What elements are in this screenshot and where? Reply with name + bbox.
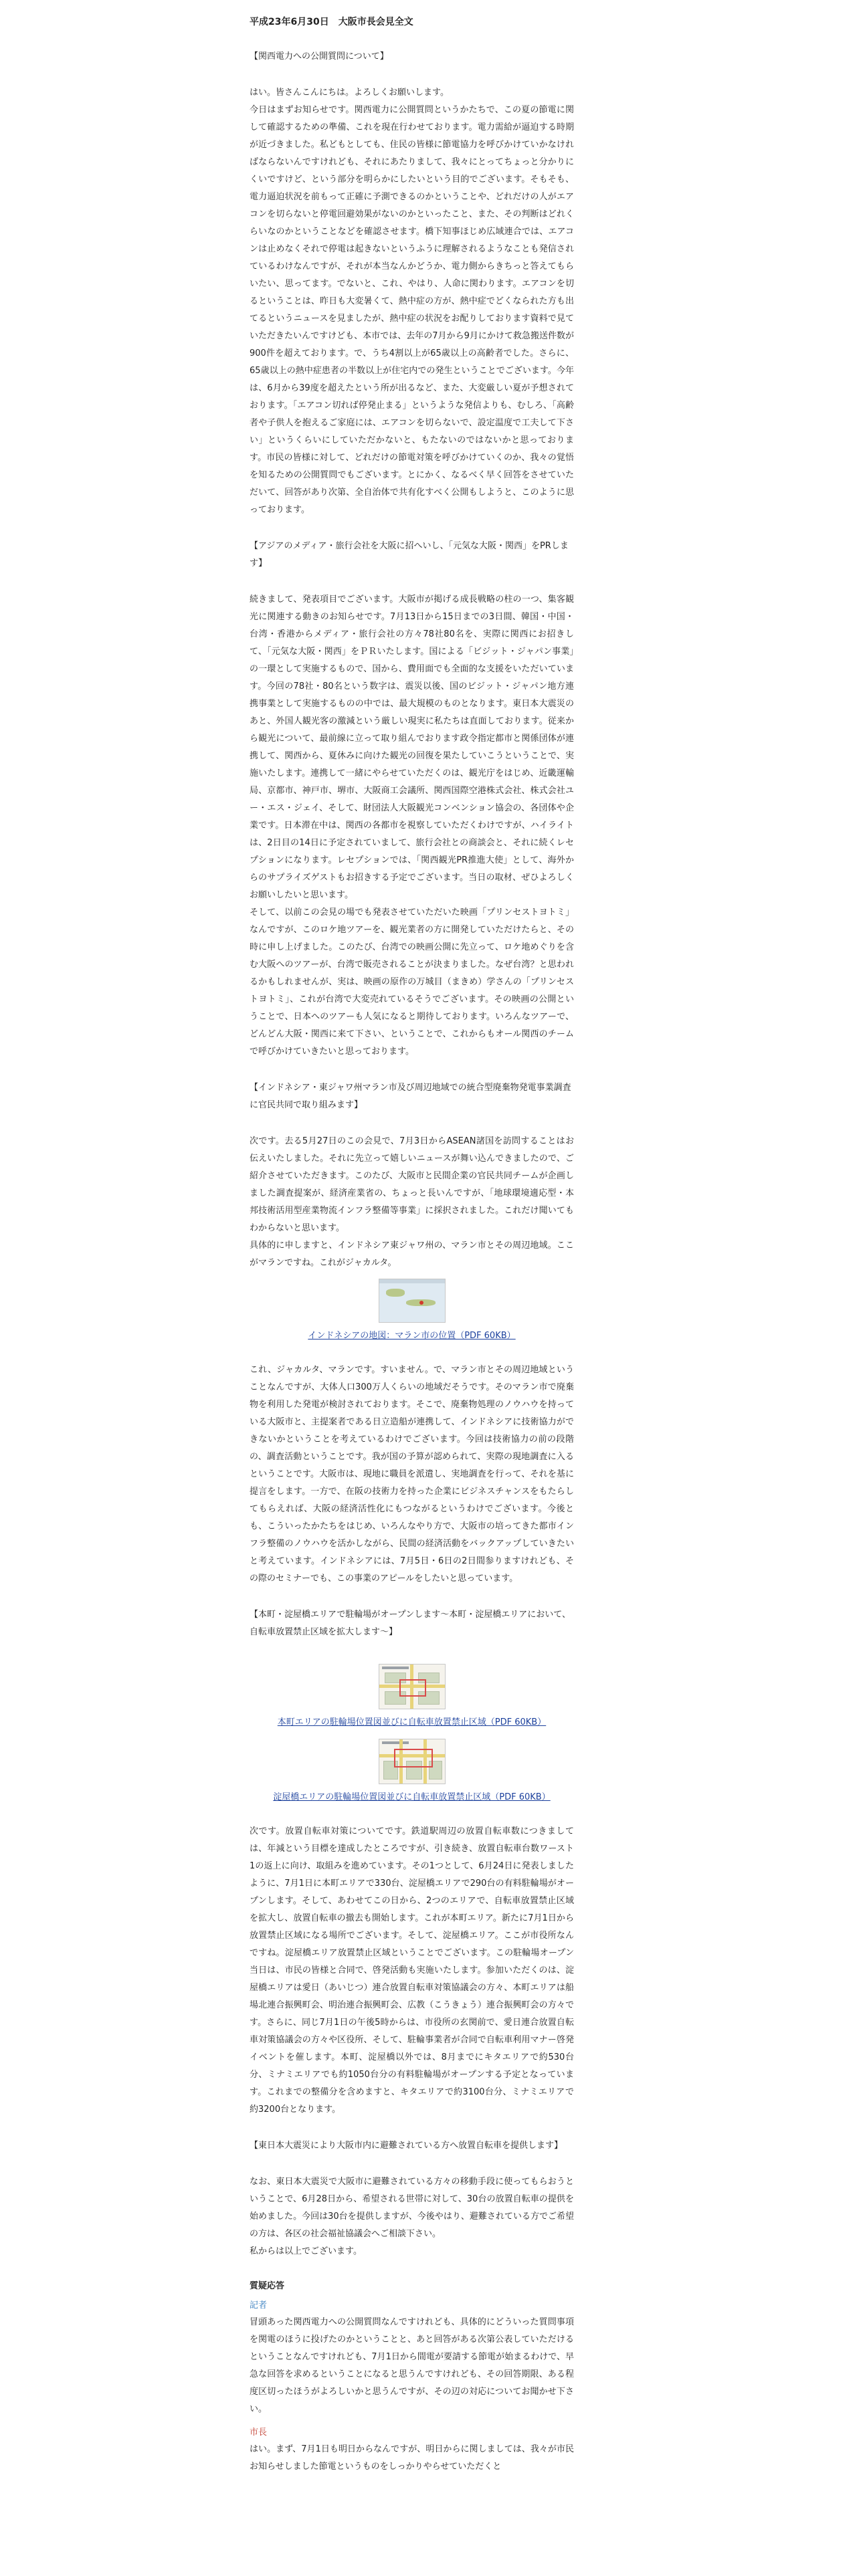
section-paragraph: なお、東日本大震災で大阪市に避難されている方々の移動手段に使ってもらおうということで、6月28日から、希望される世帯に対して、30台の放置自転車の提供を始めました。今回は30台を提供しますが、今後やはり、避難されている方でご希望の方は、各区の社会福祉協議会へご相談下さい。 私からは以上でございます。 [250, 2177, 574, 2256]
section-tourism [250, 538, 574, 1061]
yodoyabashi-figure [250, 1739, 574, 1804]
qa-section [250, 2279, 574, 2476]
indonesia-map-thumbnail[interactable] [379, 1279, 446, 1323]
speaker-mayor: 市長 [250, 2428, 268, 2438]
section-paragraph: はい。皆さんこんにちは。よろしくお願いします。 今日はまずお知らせです。関西電力に公開質問というかたちで、この夏の節電に関して確認するための準備、これを現在行わせております。電力需給が逼迫する時期が近づきました。私どもとしても、住民の皆様に節電協力を呼びかけていかなければならないんですけれども、それにあたりまして、我々にとってちょっと分かりにくいですけど、という部分を明らかにしたいという目的でございます。そもそも、電力逼迫状況を前もって正確に予測できるのかということや、どれだけの人がエアコンを切らないと停電回避効果がないのかといったこと、また、その判断はどれくらいなのかということなどを確認させます。橋下知事ほじめ広域連合では、エアコンは止めなくそれで停電は起きないというふうに理解されるようなことも発信されているわけなんですが、それが本当なんかどうか、電力側からきちっと答えてもらいたい、思ってます。でないと、これ、やはり、人命に関わります。エアコンを切るということは、昨日も大変暑くて、熱中症の方が、熱中症でどくなられた方も出てるというニュースを見ましたが、熱中症の状況をお配りしております資料で見ていただきたいんですけども、本市では、去年の7月から9月にかけて救急搬送件数が900件を超えております。で、うち4割以上が65歳以上の高齢者でした。さらに、65歳以上の熱中症患者の半数以上が住宅内での発生ということでございます。今年は、6月から39度を超えたという所が出るなど、また、大変厳しい夏が予想されております。「エアコン切れば停発止まる」というような発信よりも、むしろ、「高齢者や子供人を抱えるご家庭には、エアコンを切らないで、設定温度で工夫して下さい」というくらいにしていただかないと、もたないのではないかと思っております。市民の皆様に対して、どれだけの節電対策を呼びかけていくのか、我々の覚悟を知るための公開質問でもございます。とにかく、なるべく早く回答をさせていただいて、回答があり次第、全自治体で共有化すべく公開もしようと、このように思っております。 [250, 88, 574, 515]
qa-text: はい。まず、7月1日も明日からなんですが、明日からに関しましては、我々が市民お知らせしました節電というものをしっかりやらせていただくと [250, 2444, 574, 2472]
section-kepco [250, 48, 574, 519]
speaker-reporter: 記者 [250, 2300, 268, 2311]
section-paragraph: 次です。放置自転車対策についてです。鉄道駅周辺の放置自転車数につきましては、年減という目標を達成したところですが、引き続き、放置自転車台数ワースト1の返上に向け、取組みを進めています。その1つとして、6月24日に発表しましたように、7月1日に本町エリアで330台、淀屋橋エリアで290台の有料駐輪場がオープンします。そして、あわせてこの日から、2つのエリアで、自転車放置禁止区域を拡大し、放置自転車の撤去も開始します。これが本町エリア。新たに7月1日から放置禁止区域になる場所でございます。そして、淀屋橋エリア。ここが市役所なんですね。淀屋橋エリア放置禁止区域ということでございます。この駐輪場オープン当日は、市民の皆様と合同で、啓発活動も実施いたします。参加いただくのは、淀屋橋エリアは愛日（あいじつ）連合放置自転車対策協議会の方々、本町エリアは船場北連合振興町会、明治連合振興町会、広教（こうきょう）連合振興町会の方々です。さらに、同じ7月1日の午後5時からは、市役所の玄関前で、愛日連合放置自転車対策協議会の方々や区役所、そして、駐輪事業者が合同で自転車利用マナー啓発イベントを催します。本町、淀屋橋以外では、8月までにキタエリアで約530台分、ミナミエリアでも約1050台分の有料駐輪場がオープンする予定となっています。これまでの整備分を含めますと、キタエリアで約3100台分、ミナミエリアで約3200台となります。 [250, 1826, 574, 2115]
section-paragraph: これ、ジャカルタ、マランです。すいません。で、マラン市とその周辺地域ということなんですが、大体人口300万人くらいの地域だそうです。そのマラン市で廃棄物を利用した発電が検討されております。そこで、廃棄物処理のノウハウを持っている大阪市と、主提案者である日立造船が連携して、インドネシアに技術協力ができないかということを考えているわけでございます。今回は技術協力の前の段階の、調査活動ということです。我が国の予算が認められて、実際の現地調査に入るということです。大阪市は、現地に職員を派遣し、実地調査を行って、それを基に提言をします。一方で、在阪の技術力を持った企業にビジネスチャンスをもたらしてもらえれば、大阪の経済活性化にもつながるというわけでございます。今後とも、こういったかたちをはじめ、いろんなやり方で、大阪市の培ってきた都市インフラ整備のノウハウを活かしながら、民間の経済活動をバックアップしていきたいと考えています。インドネシアには、7月5日・6日の2日間参りますけれども、その際のセミナーでも、この事業のアピールをしたいと思っています。 [250, 1365, 574, 1584]
section-bicycle-parking [250, 1606, 574, 2119]
press-conference-page [250, 15, 574, 2482]
honmachi-figure [250, 1664, 574, 1729]
section-paragraph: 次です。去る5月27日のこの会見で、7月3日からASEAN諸国を訪問することはお伝えいたしました。それに先立って嬉しいニュースが舞い込んできましたので、ご紹介させていただきます。このたび、大阪市と民間企業の官民共同チームが企画しました調査提案が、経済産業省の、ちょっと長いんですが、「地球環境適応型・本邦技術活用型産業物流インフラ整備等事業」に採択されました。これだけ聞いてもわからないと思います。 具体的に申しますと、インドネシア東ジャワ州の、マラン市とその周辺地域。ここがマランですね。これがジャカルタ。 [250, 1136, 574, 1268]
section-heading: 【アジアのメディア・旅行会社を大阪に招へいし、「元気な大阪・関西」をPRします】 [250, 541, 569, 568]
page-title: 平成23年6月30日 大阪市長会見全文 [250, 17, 413, 27]
qa-title: 質疑応答 [250, 2281, 285, 2291]
qa-text: 冒頭あった関西電力への公開質問なんですけれども、具体的にどういった質問事項を関電のほうに投げたのかということと、あと回答がある次第公表していただけるということなんですけれども、7月1日から間電が要請する節電が始まるわけで、早急な回答を求めるということになると思うんですけれども、その回答期限、ある程度区切ったほうがよろしいかと思うんですが、その辺の対応についてお聞かせ下さい。 [250, 2317, 574, 2414]
qa-item [250, 2298, 574, 2418]
yodoyabashi-pdf-link[interactable]: 淀屋橋エリアの駐輪場位置図並びに自転車放置禁止区域（PDF 60KB） [273, 1792, 551, 1802]
honmachi-map-thumbnail[interactable] [379, 1664, 446, 1709]
section-evacuee-bicycles [250, 2137, 574, 2260]
qa-item [250, 2425, 574, 2476]
section-indonesia [250, 1079, 574, 1588]
section-heading: 【関西電力への公開質問について】 [250, 51, 389, 62]
indonesia-map-pdf-link[interactable]: インドネシアの地図：マラン市の位置（PDF 60KB） [308, 1331, 516, 1341]
indonesia-map-figure [250, 1279, 574, 1343]
section-heading: 【インドネシア・東ジャワ州マラン市及び周辺地域での統合型廃棄物発電事業調査に官民共同で取り組みます】 [250, 1083, 571, 1110]
section-paragraph: 続きまして、発表項目でございます。大阪市が掲げる成長戦略の柱の一つ、集客観光に関連する動きのお知らせです。7月13日から15日までの3日間、韓国・中国・台湾・香港からメディア・旅行会社の方々78社80名を、実際に関西にお招きして、「元気な大阪・関西」をＰＲいたします。国による「ビジット・ジャパン事業」の一環として実施するもので、国から、費用面でも全面的な支援をいただいています。今回の78社・80名という数字は、震災以後、国のビジット・ジャパン地方連携事業として実施するものの中では、最大規模のものとなります。東日本大震災のあと、外国人観光客の激減という厳しい現実に私たちは直面しております。従来から観光について、最前線に立って取り組んでおります政令指定都市と関係団体が連携して、関西から、夏休みに向けた観光の回復を果たしていこうということで、実施いたします。連携して一緒にやらせていただくのは、観光庁をはじめ、近畿運輸局、京都市、神戸市、堺市、大阪商工会議所、関西国際空港株式会社、株式会社ユー・エス・ジェイ、そして、財団法人大阪観光コンベンション協会の、各団体や企業です。日本滞在中は、関西の各都市を視察していただくわけですが、ハイライトは、2日目の14日に予定されていまして、旅行会社との商談会と、それに続くレセプションになります。レセプションでは、「関西観光PR推進大使」として、海外からのサプライズゲストもお招きする予定でございます。当日の取材、ぜひよろしくお願いしたいと思います。 そして、以前この会見の場でも発表させていただいた映画「プリンセストヨトミ」なんですが、このロケ地ツアーを、観光業者の方に開発していただけたらと、その時に申し上げました。このたび、台湾での映画公開に先立って、ロケ地めぐりを含む大阪へのツアーが、台湾で販売されることが決まりました。なぜ台湾？と思われるかもしれませんが、実は、映画の原作の万城目（まきめ）学さんの「プリンセストヨトミ」、これが台湾で大変売れているそうでございます。その映画の公開ということで、日本へのツアーも人気になると期待しております。いろんなツアーで、どんどん大阪・関西に来て下さい、ということで、これからもオール関西のチームで呼びかけていきたいと思っております。 [250, 595, 574, 1057]
section-heading: 【本町・淀屋橋エリアで駐輪場がオープンします～本町・淀屋橋エリアにおいて、自転車放置禁止区域を拡大します～】 [250, 1610, 571, 1637]
honmachi-pdf-link[interactable]: 本町エリアの駐輪場位置図並びに自転車放置禁止区域（PDF 60KB） [277, 1717, 547, 1727]
yodoyabashi-map-thumbnail[interactable] [379, 1739, 446, 1784]
section-heading: 【東日本大震災により大阪市内に避難されている方へ放置自転車を提供します】 [250, 2141, 563, 2151]
malang-marker-icon [419, 1301, 423, 1305]
